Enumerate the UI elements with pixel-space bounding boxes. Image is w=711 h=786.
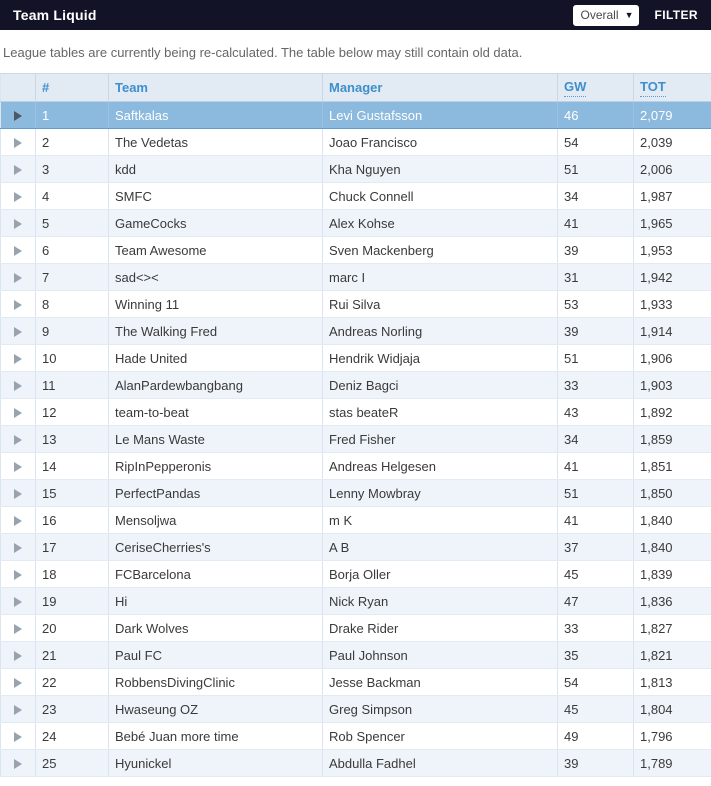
team-cell: Paul FC — [109, 642, 323, 669]
team-cell: Team Awesome — [109, 237, 323, 264]
tot-cell: 1,836 — [634, 588, 711, 615]
rank-cell: 10 — [36, 345, 109, 372]
manager-cell: A B — [323, 534, 558, 561]
team-cell: PerfectPandas — [109, 480, 323, 507]
expand-row-button[interactable] — [1, 669, 36, 696]
table-row — [1, 291, 711, 318]
team-cell: CeriseCherries's — [109, 534, 323, 561]
expand-arrow-icon — [14, 381, 22, 391]
rank-cell: 9 — [36, 318, 109, 345]
expand-arrow-icon — [14, 111, 22, 121]
gw-cell: 53 — [558, 291, 634, 318]
expand-arrow-icon — [14, 273, 22, 283]
expand-row-button[interactable] — [1, 102, 36, 129]
table-row — [1, 507, 711, 534]
expand-arrow-icon — [14, 246, 22, 256]
gw-cell: 46 — [558, 102, 634, 129]
team-cell: Bebé Juan more time — [109, 723, 323, 750]
expand-row-button[interactable] — [1, 237, 36, 264]
rank-cell: 24 — [36, 723, 109, 750]
team-cell: Le Mans Waste — [109, 426, 323, 453]
rank-cell: 17 — [36, 534, 109, 561]
scope-select[interactable] — [573, 5, 639, 26]
tot-cell: 1,840 — [634, 534, 711, 561]
tot-cell: 1,903 — [634, 372, 711, 399]
table-row — [1, 588, 711, 615]
gw-cell: 51 — [558, 345, 634, 372]
expand-arrow-icon — [14, 408, 22, 418]
gw-cell: 39 — [558, 318, 634, 345]
expand-row-button[interactable] — [1, 588, 36, 615]
tot-cell: 1,821 — [634, 642, 711, 669]
gw-cell: 35 — [558, 642, 634, 669]
rank-cell: 21 — [36, 642, 109, 669]
team-cell: Hade United — [109, 345, 323, 372]
expand-row-button[interactable] — [1, 696, 36, 723]
expand-arrow-icon — [14, 354, 22, 364]
rank-cell: 8 — [36, 291, 109, 318]
rank-cell: 25 — [36, 750, 109, 777]
expand-arrow-icon — [14, 651, 22, 661]
rank-cell: 20 — [36, 615, 109, 642]
table-row — [1, 183, 711, 210]
expand-arrow-icon — [14, 759, 22, 769]
table-row — [1, 237, 711, 264]
expand-arrow-icon — [14, 732, 22, 742]
expand-row-button[interactable] — [1, 561, 36, 588]
expand-row-button[interactable] — [1, 615, 36, 642]
tot-cell: 1,827 — [634, 615, 711, 642]
tot-cell: 1,796 — [634, 723, 711, 750]
expand-row-button[interactable] — [1, 372, 36, 399]
league-table-body — [1, 102, 711, 777]
manager-cell: stas beateR — [323, 399, 558, 426]
expand-row-button[interactable] — [1, 426, 36, 453]
rank-cell: 4 — [36, 183, 109, 210]
column-header-tot-label[interactable]: TOT — [640, 79, 666, 97]
manager-cell: m K — [323, 507, 558, 534]
expand-arrow-icon — [14, 435, 22, 445]
manager-cell: Jesse Backman — [323, 669, 558, 696]
manager-cell: Kha Nguyen — [323, 156, 558, 183]
gw-cell: 49 — [558, 723, 634, 750]
expand-row-button[interactable] — [1, 183, 36, 210]
gw-cell: 41 — [558, 453, 634, 480]
tot-cell: 1,987 — [634, 183, 711, 210]
tot-cell: 2,039 — [634, 129, 711, 156]
table-row — [1, 129, 711, 156]
filter-button[interactable]: FILTER — [654, 8, 698, 22]
manager-cell: Lenny Mowbray — [323, 480, 558, 507]
tot-cell: 1,850 — [634, 480, 711, 507]
rank-cell: 5 — [36, 210, 109, 237]
expand-row-button[interactable] — [1, 210, 36, 237]
tot-cell: 1,851 — [634, 453, 711, 480]
manager-cell: Nick Ryan — [323, 588, 558, 615]
column-header-tot[interactable] — [634, 74, 711, 102]
rank-cell: 19 — [36, 588, 109, 615]
rank-cell: 23 — [36, 696, 109, 723]
header-row — [1, 74, 711, 102]
manager-cell: Hendrik Widjaja — [323, 345, 558, 372]
column-header-expand — [1, 74, 36, 102]
rank-cell: 18 — [36, 561, 109, 588]
table-row — [1, 372, 711, 399]
manager-cell: Rob Spencer — [323, 723, 558, 750]
table-row — [1, 696, 711, 723]
rank-cell: 11 — [36, 372, 109, 399]
expand-arrow-icon — [14, 489, 22, 499]
expand-arrow-icon — [14, 219, 22, 229]
expand-arrow-icon — [14, 516, 22, 526]
team-cell: Saftkalas — [109, 102, 323, 129]
expand-arrow-icon — [14, 300, 22, 310]
rank-cell: 15 — [36, 480, 109, 507]
tot-cell: 1,859 — [634, 426, 711, 453]
table-row — [1, 750, 711, 777]
expand-arrow-icon — [14, 705, 22, 715]
expand-row-button[interactable] — [1, 264, 36, 291]
league-header-bar — [0, 0, 711, 30]
tot-cell: 2,079 — [634, 102, 711, 129]
rank-cell: 7 — [36, 264, 109, 291]
rank-cell: 12 — [36, 399, 109, 426]
gw-cell: 41 — [558, 507, 634, 534]
team-cell: RipInPepperonis — [109, 453, 323, 480]
gw-cell: 45 — [558, 561, 634, 588]
manager-cell: Andreas Norling — [323, 318, 558, 345]
manager-cell: Alex Kohse — [323, 210, 558, 237]
manager-cell: Joao Francisco — [323, 129, 558, 156]
team-cell: RobbensDivingClinic — [109, 669, 323, 696]
tot-cell: 1,953 — [634, 237, 711, 264]
team-cell: Hi — [109, 588, 323, 615]
tot-cell: 1,840 — [634, 507, 711, 534]
manager-cell: Chuck Connell — [323, 183, 558, 210]
expand-row-button[interactable] — [1, 291, 36, 318]
tot-cell: 1,933 — [634, 291, 711, 318]
expand-row-button[interactable] — [1, 507, 36, 534]
gw-cell: 37 — [558, 534, 634, 561]
recalculation-notice: League tables are currently being re-calculated. The table below may still contain old data. — [3, 45, 523, 60]
column-header-gw-label[interactable]: GW — [564, 79, 586, 97]
table-row — [1, 642, 711, 669]
team-cell: AlanPardewbangbang — [109, 372, 323, 399]
expand-arrow-icon — [14, 327, 22, 337]
team-cell: Hyunickel — [109, 750, 323, 777]
tot-cell: 1,892 — [634, 399, 711, 426]
table-row — [1, 318, 711, 345]
gw-cell: 43 — [558, 399, 634, 426]
tot-cell: 1,965 — [634, 210, 711, 237]
expand-arrow-icon — [14, 624, 22, 634]
manager-cell: Sven Mackenberg — [323, 237, 558, 264]
tot-cell: 1,839 — [634, 561, 711, 588]
tot-cell: 1,906 — [634, 345, 711, 372]
rank-cell: 2 — [36, 129, 109, 156]
manager-cell: Deniz Bagci — [323, 372, 558, 399]
scope-select-value: Overall — [580, 8, 619, 22]
gw-cell: 54 — [558, 669, 634, 696]
manager-cell: marc I — [323, 264, 558, 291]
rank-cell: 14 — [36, 453, 109, 480]
expand-arrow-icon — [14, 462, 22, 472]
manager-cell: Andreas Helgesen — [323, 453, 558, 480]
expand-row-button[interactable] — [1, 156, 36, 183]
manager-cell: Paul Johnson — [323, 642, 558, 669]
rank-cell: 3 — [36, 156, 109, 183]
team-cell: kdd — [109, 156, 323, 183]
table-row — [1, 102, 711, 129]
tot-cell: 1,914 — [634, 318, 711, 345]
rank-cell: 22 — [36, 669, 109, 696]
gw-cell: 45 — [558, 696, 634, 723]
manager-cell: Fred Fisher — [323, 426, 558, 453]
table-row — [1, 426, 711, 453]
rank-cell: 16 — [36, 507, 109, 534]
expand-row-button[interactable] — [1, 480, 36, 507]
table-row — [1, 723, 711, 750]
manager-cell: Levi Gustafsson — [323, 102, 558, 129]
team-cell: team-to-beat — [109, 399, 323, 426]
expand-arrow-icon — [14, 597, 22, 607]
expand-row-button[interactable] — [1, 534, 36, 561]
team-cell: FCBarcelona — [109, 561, 323, 588]
expand-row-button[interactable] — [1, 399, 36, 426]
gw-cell: 33 — [558, 372, 634, 399]
table-row — [1, 669, 711, 696]
gw-cell: 33 — [558, 615, 634, 642]
tot-cell: 1,789 — [634, 750, 711, 777]
tot-cell: 1,804 — [634, 696, 711, 723]
manager-cell: Drake Rider — [323, 615, 558, 642]
table-row — [1, 615, 711, 642]
manager-cell: Abdulla Fadhel — [323, 750, 558, 777]
table-row — [1, 264, 711, 291]
tot-cell: 1,813 — [634, 669, 711, 696]
table-row — [1, 534, 711, 561]
league-table-head — [1, 74, 711, 102]
chevron-down-icon: ▼ — [624, 9, 634, 20]
manager-cell: Rui Silva — [323, 291, 558, 318]
gw-cell: 41 — [558, 210, 634, 237]
tot-cell: 2,006 — [634, 156, 711, 183]
header-controls — [573, 5, 698, 26]
team-cell: The Vedetas — [109, 129, 323, 156]
gw-cell: 34 — [558, 183, 634, 210]
expand-arrow-icon — [14, 543, 22, 553]
team-cell: Dark Wolves — [109, 615, 323, 642]
team-cell: sad<>< — [109, 264, 323, 291]
expand-arrow-icon — [14, 192, 22, 202]
team-cell: GameCocks — [109, 210, 323, 237]
gw-cell: 47 — [558, 588, 634, 615]
gw-cell: 51 — [558, 156, 634, 183]
expand-arrow-icon — [14, 138, 22, 148]
expand-row-button[interactable] — [1, 345, 36, 372]
table-row — [1, 453, 711, 480]
expand-arrow-icon — [14, 678, 22, 688]
table-row — [1, 156, 711, 183]
table-row — [1, 399, 711, 426]
team-cell: Winning 11 — [109, 291, 323, 318]
table-row — [1, 480, 711, 507]
page-title: Team Liquid — [13, 7, 97, 23]
manager-cell: Greg Simpson — [323, 696, 558, 723]
table-row — [1, 345, 711, 372]
expand-row-button[interactable] — [1, 318, 36, 345]
rank-cell: 6 — [36, 237, 109, 264]
column-header-gw[interactable] — [558, 74, 634, 102]
gw-cell: 31 — [558, 264, 634, 291]
expand-row-button[interactable] — [1, 642, 36, 669]
rank-cell: 1 — [36, 102, 109, 129]
manager-cell: Borja Oller — [323, 561, 558, 588]
expand-arrow-icon — [14, 570, 22, 580]
team-cell: SMFC — [109, 183, 323, 210]
team-cell: The Walking Fred — [109, 318, 323, 345]
column-header-manager: Manager — [323, 74, 558, 102]
league-table — [0, 73, 711, 777]
team-cell: Mensoljwa — [109, 507, 323, 534]
tot-cell: 1,942 — [634, 264, 711, 291]
gw-cell: 51 — [558, 480, 634, 507]
column-header-rank: # — [36, 74, 109, 102]
gw-cell: 54 — [558, 129, 634, 156]
gw-cell: 39 — [558, 237, 634, 264]
gw-cell: 39 — [558, 750, 634, 777]
team-cell: Hwaseung OZ — [109, 696, 323, 723]
column-header-team: Team — [109, 74, 323, 102]
expand-arrow-icon — [14, 165, 22, 175]
expand-row-button[interactable] — [1, 750, 36, 777]
expand-row-button[interactable] — [1, 723, 36, 750]
expand-row-button[interactable] — [1, 453, 36, 480]
table-row — [1, 210, 711, 237]
expand-row-button[interactable] — [1, 129, 36, 156]
rank-cell: 13 — [36, 426, 109, 453]
gw-cell: 34 — [558, 426, 634, 453]
table-row — [1, 561, 711, 588]
